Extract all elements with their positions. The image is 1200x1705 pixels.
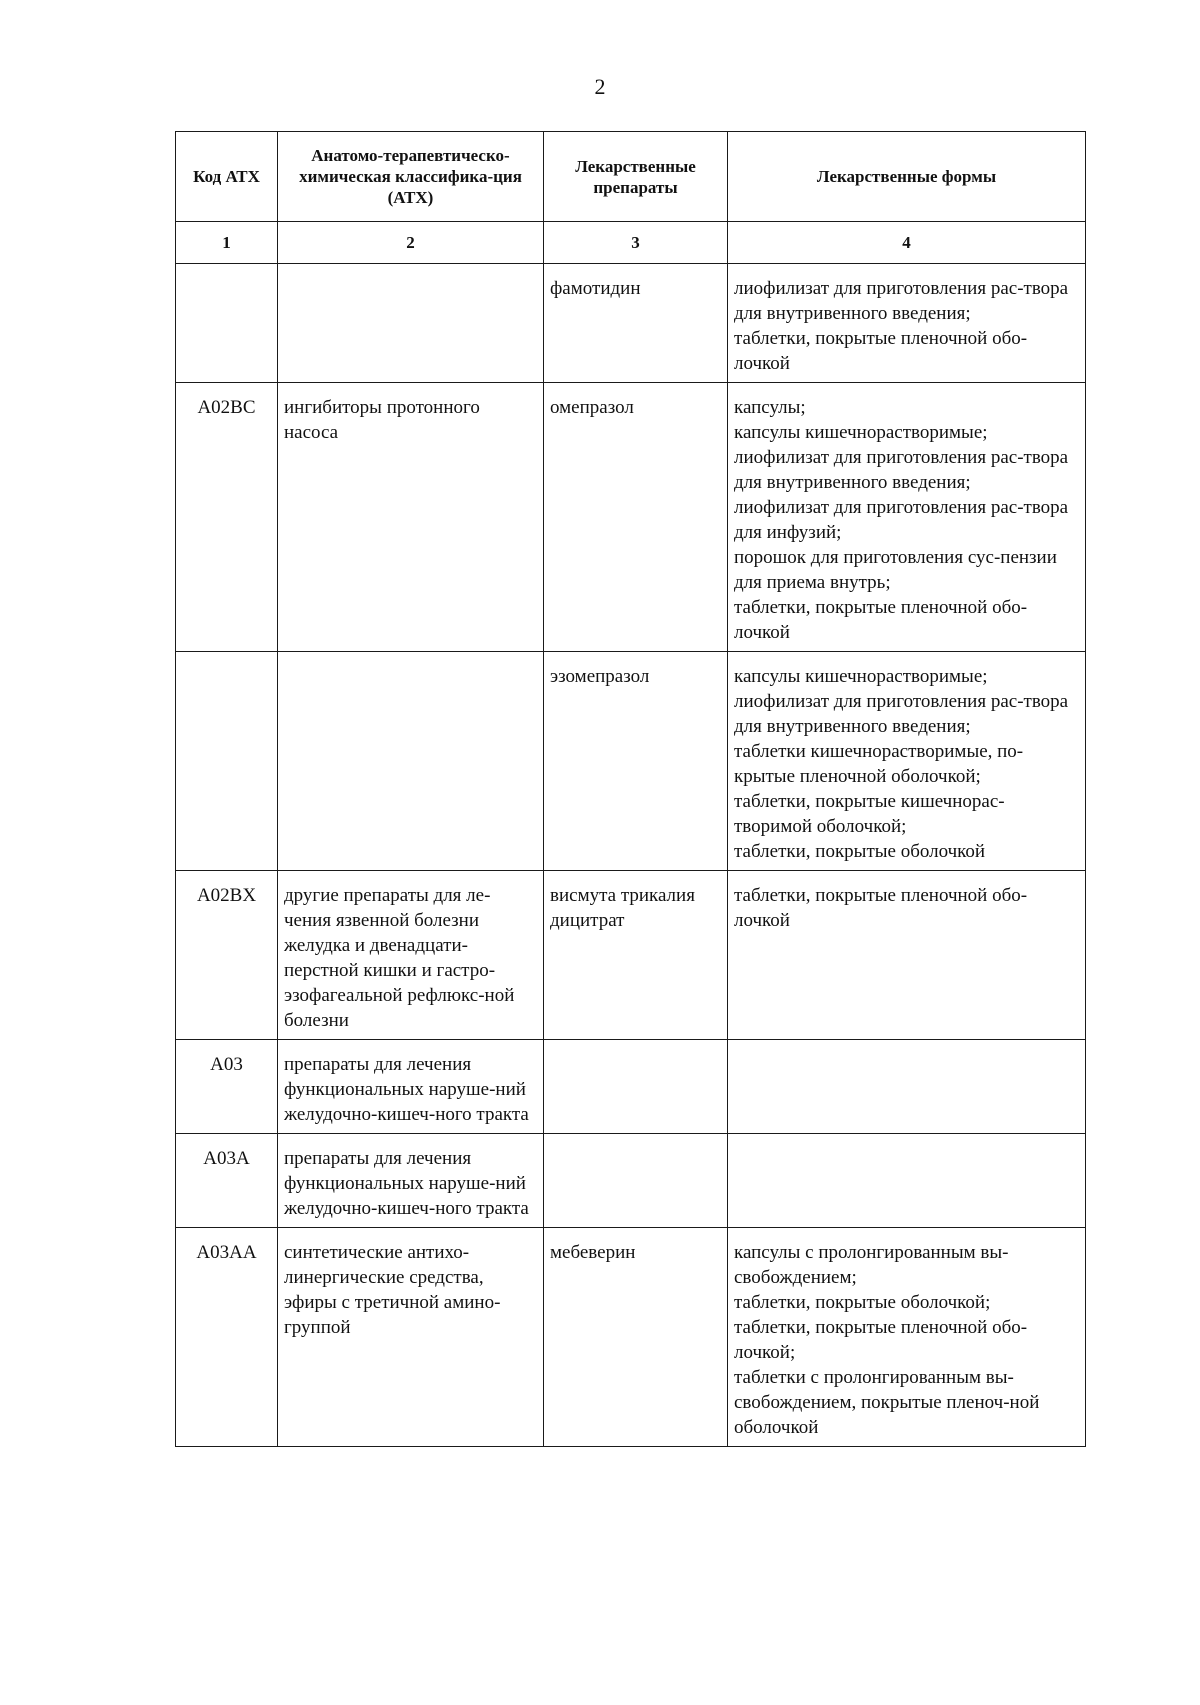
table-row [176, 871, 1086, 1040]
atx-code-cell: A02BX [176, 871, 278, 1040]
drug-cell [544, 1134, 728, 1228]
dosage-form: лиофилизат для приготовления рас-твора для внутривенного введения; [734, 691, 1069, 737]
table-row [176, 264, 1086, 383]
atx-table [175, 131, 1086, 1447]
dosage-form: порошок для приготовления сус-пензии для приема внутрь; [734, 547, 1057, 593]
classification-cell: ингибиторы протонного насоса [278, 383, 544, 652]
table-row [176, 1040, 1086, 1134]
classification-cell [278, 264, 544, 383]
atx-code-cell [176, 652, 278, 871]
dosage-form: капсулы с пролонгированным вы-свобождением; [734, 1242, 1009, 1288]
forms-cell [728, 1040, 1086, 1134]
classification-cell [278, 652, 544, 871]
dosage-form: таблетки, покрытые пленочной обо-лочкой [734, 885, 1028, 931]
dosage-form: капсулы кишечнорастворимые; [734, 422, 988, 443]
dosage-form: лиофилизат для приготовления рас-твора для инфузий; [734, 497, 1069, 543]
table-row [176, 652, 1086, 871]
classification-cell: препараты для лечения функциональных наруше-ний желудочно-кишеч-ного тракта [278, 1040, 544, 1134]
dosage-form: таблетки, покрытые оболочкой [734, 841, 986, 862]
dosage-form: таблетки, покрытые пленочной обо-лочкой; [734, 1317, 1028, 1363]
atx-code-cell [176, 264, 278, 383]
dosage-form: таблетки, покрытые оболочкой; [734, 1292, 991, 1313]
forms-cell [728, 264, 1086, 383]
table-row [176, 1228, 1086, 1447]
table-row [176, 1134, 1086, 1228]
dosage-form: капсулы кишечнорастворимые; [734, 666, 988, 687]
column-number: 1 [176, 222, 278, 264]
drug-cell: фамотидин [544, 264, 728, 383]
forms-cell [728, 871, 1086, 1040]
dosage-form: лиофилизат для приготовления рас-твора для внутривенного введения; [734, 278, 1069, 324]
drug-cell: омепразол [544, 383, 728, 652]
column-number: 2 [278, 222, 544, 264]
forms-cell [728, 1134, 1086, 1228]
dosage-form: таблетки, покрытые кишечнорас-творимой оболочкой; [734, 791, 1005, 837]
dosage-form: лиофилизат для приготовления рас-твора для внутривенного введения; [734, 447, 1069, 493]
dosage-form: капсулы; [734, 397, 806, 418]
forms-cell [728, 652, 1086, 871]
atx-code-cell: A03 [176, 1040, 278, 1134]
table-row [176, 383, 1086, 652]
dosage-form: таблетки, покрытые пленочной обо-лочкой [734, 328, 1028, 374]
drug-cell: мебеверин [544, 1228, 728, 1447]
dosage-form: таблетки с пролонгированным вы-свобождением, покрытые пленоч-ной оболочкой [734, 1367, 1040, 1438]
atx-code-cell: A03A [176, 1134, 278, 1228]
classification-cell: другие препараты для ле-чения язвенной болезни желудка и двенадцати-перстной кишки и гастро-эзофагеальной рефлюкс-ной болезни [278, 871, 544, 1040]
column-number: 3 [544, 222, 728, 264]
forms-cell [728, 1228, 1086, 1447]
header-row [176, 132, 1086, 222]
atx-code-cell: A03AA [176, 1228, 278, 1447]
forms-cell [728, 383, 1086, 652]
drug-cell: висмута трикалия дицитрат [544, 871, 728, 1040]
atx-code-cell: A02BC [176, 383, 278, 652]
header-drugs: Лекарственные препараты [544, 132, 728, 222]
header-forms: Лекарственные формы [728, 132, 1086, 222]
column-number-row [176, 222, 1086, 264]
page-number: 2 [594, 74, 606, 99]
classification-cell: препараты для лечения функциональных наруше-ний желудочно-кишеч-ного тракта [278, 1134, 544, 1228]
header-classification: Анатомо-терапевтическо-химическая классифика-ция (АТХ) [278, 132, 544, 222]
dosage-form: таблетки, покрытые пленочной обо-лочкой [734, 597, 1028, 643]
column-number: 4 [728, 222, 1086, 264]
dosage-form: таблетки кишечнорастворимые, по-крытые пленочной оболочкой; [734, 741, 1024, 787]
drug-cell: эзомепразол [544, 652, 728, 871]
drug-cell [544, 1040, 728, 1134]
header-code: Код АТХ [176, 132, 278, 222]
classification-cell: синтетические антихо-линергические средства, эфиры с третичной амино-группой [278, 1228, 544, 1447]
